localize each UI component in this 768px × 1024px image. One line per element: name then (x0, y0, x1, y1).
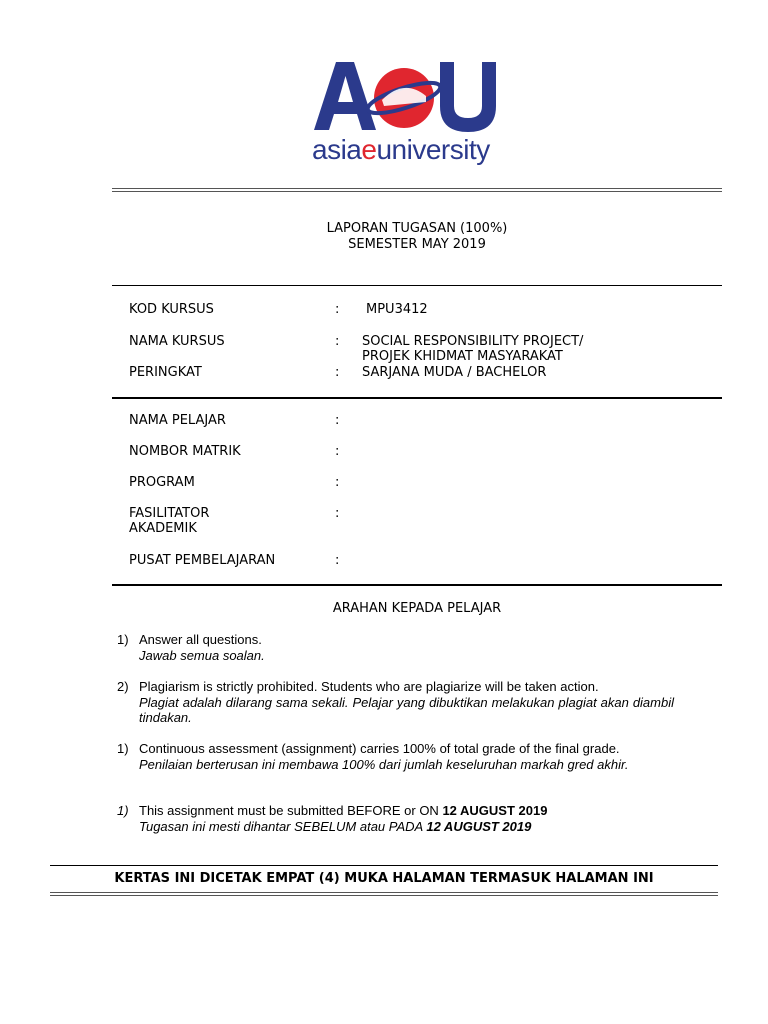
university-wordmark (312, 134, 490, 166)
top-double-rule (112, 188, 722, 192)
instructions-heading: ARAHAN KEPADA PELAJAR (332, 601, 502, 616)
title-line-1: LAPORAN TUGASAN (100%) (326, 221, 508, 236)
footer-top-rule (50, 865, 718, 866)
instruction-english: Continuous assessment (assignment) carries 100% of total grade of the final grade. (139, 741, 620, 756)
instruction-malay-text: Tugasan ini mesti dihantar SEBELUM atau PADA (139, 818, 427, 834)
nama-kursus-colon: : (335, 334, 340, 349)
divider-2 (112, 397, 722, 399)
instruction-malay: Penilaian berterusan ini membawa 100% dari jumlah keseluruhan markah gred akhir. (139, 756, 629, 772)
kod-kursus-colon: : (335, 302, 340, 317)
divider-3 (112, 584, 722, 586)
page-count-notice: KERTAS INI DICETAK EMPAT (4) MUKA HALAMAN TERMASUK HALAMAN INI (114, 871, 654, 886)
peringkat-colon: : (335, 365, 340, 380)
nombor-matrik-colon: : (335, 444, 340, 459)
instruction-number: 1) (117, 803, 129, 818)
nama-kursus-value-line-2: PROJEK KHIDMAT MASYARAKAT (362, 349, 563, 364)
nama-pelajar-colon: : (335, 413, 340, 428)
instruction-english (139, 803, 674, 819)
wordmark-asia: asia (312, 134, 362, 165)
kod-kursus-value: MPU3412 (366, 302, 428, 317)
instruction-number: 2) (117, 679, 129, 694)
peringkat-label: PERINGKAT (129, 365, 202, 380)
fasilitator-label-line-1: FASILITATOR (129, 506, 210, 521)
program-colon: : (335, 475, 340, 490)
kod-kursus-label: KOD KURSUS (129, 302, 214, 317)
nama-kursus-value-line-1: SOCIAL RESPONSIBILITY PROJECT/ (362, 334, 584, 349)
instruction-number: 1) (117, 632, 129, 647)
instruction-english-text: This assignment must be submitted BEFORE or ON (139, 803, 443, 818)
nama-pelajar-label: NAMA PELAJAR (129, 413, 226, 428)
instruction-malay (139, 819, 674, 835)
wordmark-university: university (376, 134, 490, 165)
footer-double-rule (50, 892, 718, 896)
pusat-pembelajaran-label: PUSAT PEMBELAJARAN (129, 553, 276, 568)
deadline-date-malay: 12 AUGUST 2019 (426, 818, 532, 834)
fasilitator-label-line-2: AKADEMIK (129, 521, 197, 536)
instruction-malay: Jawab semua soalan. (139, 647, 265, 663)
aeu-logo-letters (312, 60, 502, 132)
university-logo (300, 60, 510, 170)
program-label: PROGRAM (129, 475, 195, 490)
fasilitator-colon: : (335, 506, 340, 521)
peringkat-value: SARJANA MUDA / BACHELOR (362, 365, 547, 380)
nombor-matrik-label: NOMBOR MATRIK (129, 444, 241, 459)
wordmark-e: e (361, 134, 377, 165)
instruction-english: Plagiarism is strictly prohibited. Students who are plagiarize will be taken action. (139, 679, 599, 694)
instruction-number: 1) (117, 741, 129, 756)
deadline-date: 12 AUGUST 2019 (442, 803, 548, 818)
divider-1 (112, 285, 722, 286)
nama-kursus-label: NAMA KURSUS (129, 334, 225, 349)
instruction-malay: Plagiat adalah dilarang sama sekali. Pelajar yang dibuktikan melakukan plagiat akan diambil tindakan. (139, 694, 674, 725)
report-title (112, 221, 722, 253)
instruction-english: Answer all questions. (139, 632, 262, 647)
pusat-pembelajaran-colon: : (335, 553, 340, 568)
title-line-2: SEMESTER MAY 2019 (348, 237, 486, 252)
